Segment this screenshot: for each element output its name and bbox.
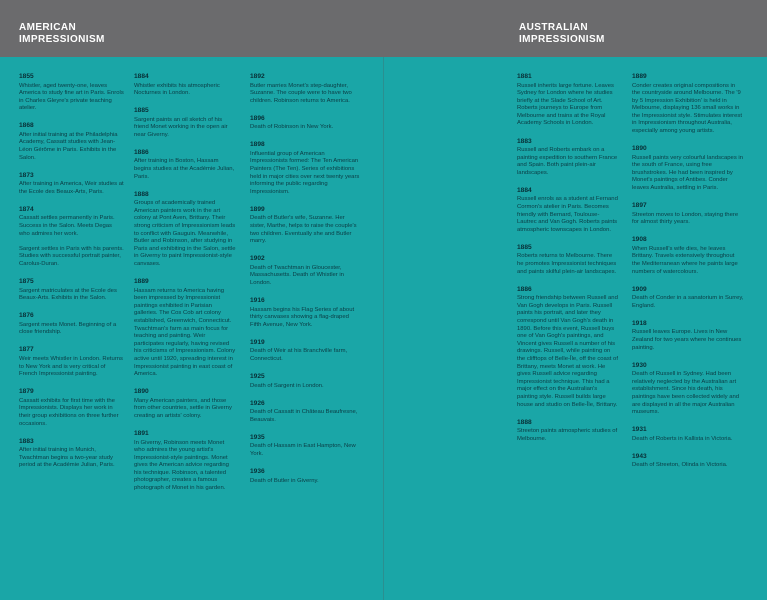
entry-body — [19, 356, 124, 379]
entry-year: 1881 — [517, 73, 532, 80]
entry-body — [19, 322, 124, 337]
entry-body — [250, 383, 360, 391]
entry-body — [250, 409, 360, 424]
entry-year: 1868 — [19, 122, 34, 130]
entry-text: Roberts returns to Melbourne. There he promotes Impressionist techniques and paints skilful plein-air landscapes. — [517, 253, 617, 275]
entry-body — [19, 83, 124, 113]
entry-body — [517, 147, 619, 177]
australian-title-line2: IMPRESSIONISM — [519, 34, 605, 45]
entry-text: Hassam returns to America having been impressed by Impressionist paintings exhibited in Parisian galleries. The Cos Cob art colony established, Greenwich, Connecticut. Twachtman's farm as main focus for teaching and painting. Weir participates regularly, having revised his criticisms of Impressionism. Colony active until 1920, spreading interest in Impressionist painting in east coast of America. — [134, 287, 236, 378]
timeline-entry — [19, 73, 124, 113]
timeline-entry — [632, 286, 744, 311]
entry-body — [250, 124, 360, 132]
entry-year: 1899 — [250, 205, 265, 213]
timeline-entry — [134, 388, 236, 420]
timeline-entry — [517, 187, 619, 234]
timeline-entry — [250, 434, 360, 459]
american-title-line1: AMERICAN — [19, 22, 77, 33]
entry-text: Russell inherits large fortune. Leaves Sydney for London where he studies briefly at the Slade School of Art. Roberts journeys to Europe from Melbourne and trains at the Royal Academy Schools in London. — [517, 82, 614, 127]
entry-body — [632, 371, 744, 417]
entry-body — [632, 155, 744, 193]
entry-text: After training in America, Weir studies at the Ecole des Beaux-Arts, Paris. — [19, 181, 124, 195]
entry-year: 1891 — [134, 430, 149, 437]
entry-body — [517, 428, 619, 443]
timeline-entry — [250, 141, 360, 196]
timeline-entry — [134, 149, 236, 181]
entry-year: 1896 — [250, 114, 265, 122]
entry-body — [517, 196, 619, 234]
entry-year: 1884 — [134, 73, 149, 80]
entry-body — [19, 215, 124, 268]
entry-body — [632, 212, 744, 227]
entry-year: 1873 — [19, 171, 34, 179]
timeline-entry — [134, 278, 236, 379]
entry-text: Death of Weir at his Branchville farm, Connecticut. — [250, 348, 348, 362]
entry-year: 1885 — [517, 243, 532, 251]
entry-text: Death of Butler's wife, Suzanne. Her sister, Marthe, helps to raise the couple's two children. Eventually she and Butler marry. — [250, 215, 357, 245]
entry-body — [250, 151, 360, 197]
entry-body — [134, 83, 236, 98]
entry-text: Streeton moves to London, staying there for almost thirty years. — [632, 211, 739, 226]
entry-year: 1875 — [19, 278, 34, 286]
entry-year: 1889 — [632, 73, 647, 80]
timeline-entry — [632, 202, 744, 227]
entry-year: 1885 — [134, 107, 149, 115]
entry-year: 1888 — [134, 190, 149, 198]
entry-body — [632, 462, 744, 470]
entry-year: 1888 — [517, 418, 532, 426]
timeline-entry — [250, 73, 360, 105]
entry-text: Death of Cassatt in Château Beaufresne, Beauvais. — [250, 409, 358, 423]
entry-year: 1898 — [250, 141, 265, 149]
entry-text: After initial training in Munich, Twachtman begins a two-year study period at the Académie Julian, Paris. — [19, 447, 115, 469]
entry-body — [250, 307, 360, 330]
entry-text: Death of Conder in a sanatorium in Surrey, England. — [632, 295, 744, 309]
entry-year: 1908 — [632, 236, 647, 244]
entry-year: 1936 — [250, 468, 265, 476]
entry-body — [632, 329, 744, 352]
american-section-title — [19, 22, 105, 46]
entry-body — [134, 398, 236, 421]
timeline-entry — [517, 138, 619, 178]
entry-text: Cassatt settles permanently in Paris. Success in the Salon. Meets Degas who admires her work. — [19, 215, 115, 237]
entry-year: 1886 — [517, 285, 532, 293]
entry-body — [134, 288, 236, 379]
entry-text: Death of Butler in Giverny. — [250, 477, 319, 484]
timeline-entry — [19, 122, 124, 162]
entry-text: Cassatt exhibits for first time with the Impressionists. Displays her work in their group exhibitions on three further occasions. — [19, 397, 119, 427]
timeline-entry — [250, 339, 360, 364]
timeline-entry — [632, 453, 744, 470]
timeline-entry — [19, 172, 124, 197]
entry-body — [134, 158, 236, 181]
timeline-entry — [632, 236, 744, 276]
timeline-entry — [632, 362, 744, 417]
timeline-entry — [19, 346, 124, 378]
entry-text: Streeton paints atmospheric studies of Melbourne. — [517, 428, 618, 442]
entry-text: Sargent paints an oil sketch of his friend Monet working in the open air near Giverny. — [134, 116, 228, 138]
entry-body — [19, 288, 124, 303]
entry-body — [250, 443, 360, 458]
entry-text: Sargent matriculates at the Ecole des Beaux-Arts. Exhibits in the Salon. — [19, 287, 117, 302]
timeline-entry — [632, 73, 744, 136]
australian-section-title — [519, 22, 605, 46]
entry-text: In Giverny, Robinson meets Monet who admires the young artist's Impressionist-style paintings. Monet gives the American advice regarding his technique. Robinson, a talented photographer, creates a famous photograph of Monet in his garden. — [134, 439, 229, 492]
timeline-entry — [250, 115, 360, 132]
entry-body — [19, 132, 124, 162]
australian-column-2 — [632, 73, 744, 479]
entry-body — [632, 436, 744, 444]
entry-text: Conder creates original compositions in the countryside around Melbourne. The '9 by 5 Impression Exhibition' is held in Melbourne, displaying 136 small works in the Impressionist style. Stimulates interest in Impressionism throughout Australia, especially among young artists. — [632, 82, 743, 135]
entry-year: 1892 — [250, 73, 265, 80]
entry-body — [250, 215, 360, 245]
timeline-entry — [250, 468, 360, 485]
entry-body — [632, 246, 744, 276]
entry-year: 1909 — [632, 285, 647, 293]
timeline-entry — [517, 286, 619, 409]
entry-year: 1918 — [632, 319, 647, 327]
entry-body — [134, 440, 236, 493]
entry-text: Russell paints very colourful landscapes in the south of France, using free brushstrokes. He had been inspired by Monet's paintings of Antibes. Conder leaves Australia, settling in Paris. — [632, 154, 743, 192]
timeline-entry — [517, 419, 619, 444]
entry-text: Russell enrols as a student at Fernand Cormon's atelier in Paris. Becomes friendly with Bernard, Toulouse-Lautrec and Van Gogh. Roberts paints atmospheric townscapes in London. — [517, 196, 618, 233]
entry-text: Death of Roberts in Kallista in Victoria. — [632, 435, 733, 442]
entry-text: Sargent meets Monet. Beginning of a close friendship. — [19, 321, 117, 336]
entry-text: Butler marries Monet's step-daughter, Suzanne. The couple were to have two children. Robinson returns to America. — [250, 82, 352, 104]
entry-body — [250, 478, 360, 486]
entry-year: 1916 — [250, 297, 265, 305]
timeline-entry — [632, 320, 744, 352]
entry-body — [134, 117, 236, 140]
entry-text-extra: Sargent settles in Paris with his parents. Studies with successful portrait painter, Carolus-Duran. — [19, 245, 124, 267]
entry-text: Death of Russell in Sydney. Had been relatively neglected by the Australian art establishment. Since his death, his paintings have been collected widely and are displayed in all the major Australian museums. — [632, 371, 740, 416]
entry-text: Russell and Roberts embark on a painting expedition to southern France and Spain. Both paint plein-air landscapes. — [517, 147, 618, 176]
american-column-3 — [250, 73, 360, 495]
entry-year: 1930 — [632, 361, 647, 369]
entry-text: Many American painters, and those from other countries, settle in Giverny creating an artists' colony. — [134, 397, 232, 419]
entry-year: 1890 — [134, 388, 149, 396]
entry-body — [19, 398, 124, 428]
timeline-entry — [250, 297, 360, 329]
entry-body — [632, 295, 744, 310]
entry-year: 1925 — [250, 373, 265, 381]
entry-body — [517, 253, 619, 276]
entry-text: After initial training at the Philadelphia Academy, Cassatt studies with Jean-Léon Gérôme in Paris. Exhibits in the Salon. — [19, 131, 118, 161]
entry-text: Whistler, aged twenty-one, leaves America to study fine art in Paris. Enrols in Charles Gleyre's private teaching atelier. — [19, 82, 124, 112]
entry-year: 1889 — [134, 278, 149, 286]
timeline-entry — [250, 206, 360, 246]
entry-year: 1883 — [19, 437, 34, 445]
timeline-entry — [517, 73, 619, 128]
timeline-entry — [250, 255, 360, 287]
entry-text: Death of Robinson in New York. — [250, 124, 334, 131]
entry-text: Weir meets Whistler in London. Returns to New York and is very critical of French Impressionist painting. — [19, 355, 124, 378]
entry-body — [517, 295, 619, 409]
entry-text: Death of Hassam in East Hampton, New York. — [250, 443, 356, 457]
timeline-entry — [517, 244, 619, 276]
timeline-entry — [134, 191, 236, 269]
entry-year: 1902 — [250, 255, 265, 263]
entry-text: Influential group of American Impressionists formed: The Ten American Painters (The Ten). Series of exhibitions held in major cities over next twenty years informing the public regarding Impressionism. — [250, 150, 360, 195]
entry-text: Death of Sargent in London. — [250, 382, 324, 389]
entry-body — [19, 447, 124, 470]
american-column-1 — [19, 73, 124, 479]
entry-body — [632, 83, 744, 136]
timeline-entry — [134, 430, 236, 493]
timeline-entry — [250, 400, 360, 425]
entry-year: 1874 — [19, 205, 34, 213]
entry-body — [250, 348, 360, 363]
timeline-entry — [19, 206, 124, 269]
entry-year: 1890 — [632, 145, 647, 153]
american-column-2 — [134, 73, 236, 502]
entry-year: 1943 — [632, 452, 647, 460]
entry-body — [134, 200, 236, 268]
timeline-entry — [632, 145, 744, 192]
entry-text: Groups of academically trained American painters work in the art colony at Pont Aven, Brittany. Their strong criticism of Impressionism leads to conflict with Gauguin. Meanwhile, Butler and Robinson, after studying in Paris and exhibiting in the Salon, settle in Giverny to paint Impressionist-style canvases. — [134, 200, 236, 267]
entry-year: 1879 — [19, 388, 34, 396]
timeline-entry — [19, 312, 124, 337]
entry-year: 1926 — [250, 399, 265, 407]
entry-body — [250, 83, 360, 106]
entry-year: 1876 — [19, 312, 34, 320]
timeline-entry — [19, 438, 124, 470]
entry-text: After training in Boston, Hassam begins studies at the Académie Julian, Paris. — [134, 158, 235, 180]
entry-body — [250, 265, 360, 288]
entry-year: 1883 — [517, 137, 532, 145]
timeline-entry — [134, 107, 236, 139]
header-bar — [0, 0, 767, 57]
entry-year: 1919 — [250, 338, 265, 346]
page-spine — [383, 57, 384, 600]
timeline-entry — [250, 373, 360, 390]
entry-text: When Russell's wife dies, he leaves Brittany. Travels extensively throughout the Mediterranean where he paints large numbers of watercolours. — [632, 245, 738, 275]
entry-year: 1884 — [517, 186, 532, 194]
american-title-line2: IMPRESSIONISM — [19, 34, 105, 45]
entry-text: Whistler exhibits his atmospheric Nocturnes in London. — [134, 82, 220, 97]
entry-year: 1897 — [632, 202, 647, 210]
entry-text: Death of Streeton, Olinda in Victoria. — [632, 462, 728, 469]
timeline-entry — [19, 278, 124, 303]
australian-column-1 — [517, 73, 619, 453]
timeline-entry — [19, 388, 124, 428]
entry-year: 1877 — [19, 346, 34, 354]
entry-body — [19, 181, 124, 196]
entry-text: Russell leaves Europe. Lives in New Zealand for two years where he continues painting. — [632, 329, 742, 351]
timeline-entry — [632, 426, 744, 443]
entry-body — [517, 83, 619, 129]
entry-year: 1855 — [19, 73, 34, 80]
australian-title-line1: AUSTRALIAN — [519, 22, 588, 33]
entry-text: Strong friendship between Russell and Van Gogh develops in Paris. Russell paints his portrait, and later they correspond until Van Gogh's death in 1890. Before this event, Russell buys one of Van Gogh's paintings, and Vincent gives Russell a number of his drawings. Russell, while painting on the clifftops of Belle-Île, off the coast of Brittany, meets Monet at work. He gives Russell advice regarding Impressionist technique. This had a major effect on the Australian's painting style. Russell builds large house and studio on Belle-Île, Brittany. — [517, 295, 618, 408]
entry-year: 1931 — [632, 426, 647, 434]
entry-year: 1886 — [134, 148, 149, 156]
timeline-entry — [134, 73, 236, 98]
entry-text: Hassam begins his Flag Series of about thirty canvases showing a flag-draped Fifth Avenue, New York. — [250, 306, 355, 328]
entry-text: Death of Twachtman in Gloucester, Massachusetts. Death of Whistler in London. — [250, 264, 344, 286]
entry-year: 1935 — [250, 433, 265, 441]
